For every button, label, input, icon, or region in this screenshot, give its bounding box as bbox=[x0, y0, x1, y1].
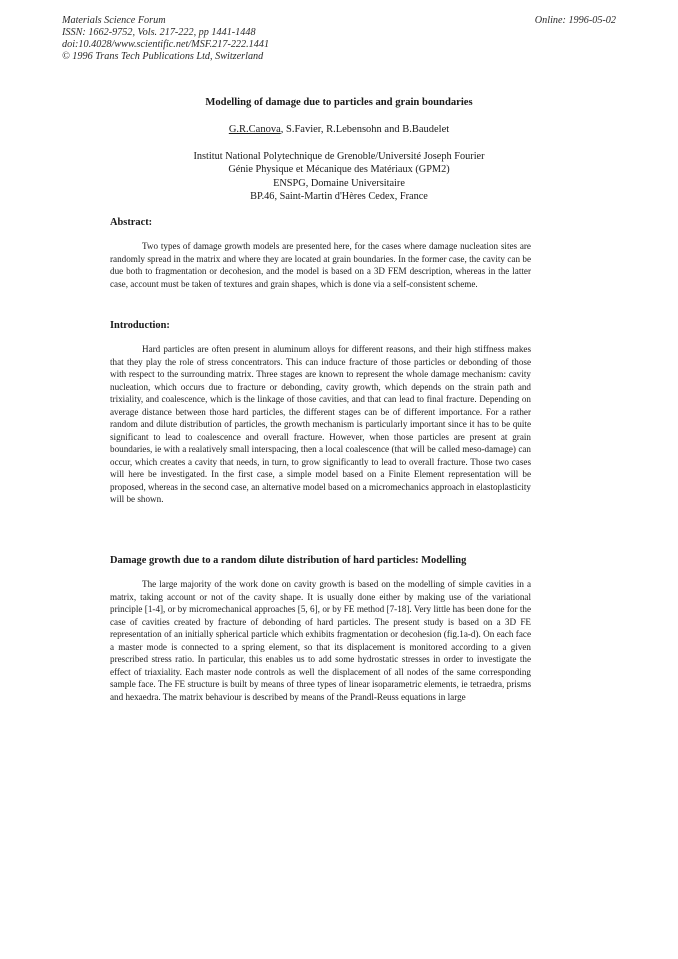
affiliation-line: ENSPG, Domaine Universitaire bbox=[273, 177, 405, 189]
issn-line: ISSN: 1662-9752, Vols. 217-222, pp 1441-1448 bbox=[62, 27, 256, 38]
affiliation-line: Institut National Polytechnique de Grenoble/Université Joseph Fourier bbox=[193, 151, 485, 162]
introduction-text: Hard particles are often present in aluminum alloys for different reasons, and their high stiffness makes that they play the role of stress concentrators. This can induce fracture of those particles or debonding of those with respect to the surrounding matrix. Three stages are known to represent the whole damage mechanism: cavity nucleation, which occurs due to fracture or debonding, cavity growth, which depends on the strain path and trixiality, and coalescence, which is the linkage of those cavities, and that can lead to final fracture. Depending on average distance between those hard particles, the different stages can be of different importance. For a rather random and dilute distribution of particles, the growth mechanism is particularly important since it has to be quite significant to lead to coalescence and overall fracture. However, when those particles are present at grain boundaries, ie with a realatively small interspacing, then a local coalescence (that will be called meso-damage) can occur, which creates a cavity that needs, in turn, to grow significantly to lead to overall fracture. Those two cases will here be investigated. In the first case, a simple model based on a Finite Element representation will be proposed, whereas in the second case, an alternative model based on a micromechanics approach in elastoplasticity will be shown. bbox=[110, 344, 531, 504]
abstract-text: Two types of damage growth models are presented here, for the cases where damage nucleation sites are randomly spread in the matrix and where they are located at grain boundaries. In the former case, the cavity can be due both to fragmentation or decohesion, and the model is based on a 3D FEM description, whereas in the latter case, account must be taken of textures and grain shapes, which is done via a self-consistent scheme. bbox=[110, 241, 531, 289]
abstract-heading: Abstract: bbox=[110, 217, 153, 228]
journal-header bbox=[62, 15, 392, 63]
affiliation-line: BP.46, Saint-Martin d'Hères Cedex, France bbox=[250, 190, 428, 202]
author-list bbox=[110, 124, 568, 135]
other-authors: , S.Favier, R.Lebensohn and B.Baudelet bbox=[280, 124, 450, 135]
first-author: G.R.Canova bbox=[228, 124, 281, 135]
affiliation bbox=[110, 150, 568, 203]
section-text: The large majority of the work done on cavity growth is based on the modelling of simple cavities in a matrix, taking account or not of the cavity shape. It is usually done either by making use of the variational principle [1-4], or by micromechanical approaches [5, 6], or by FE method [7-18]. Very little has been done for the case of cavities created by fracture of debonding of hard particles. The present study is based on a 3D FE representation of an initially spherical particle which exhibits fragmentation or decohesion (fig.1a-d). On each face a master mode is connected to a spring element, so that its displacement is monitored according to a given prescribed stress ratio. In particular, this enables us to add some hydrostatic stresses in order to investigate the effect of triaxiality. Each master node controls as well the displacement of all nodes of the same corresponding sample face. The FE structure is built by means of three types of linear isoparametric elements, ie tetraedra, prisms and hexaedra. The matrix behaviour is described by means of the Prandl-Reuss equations in large bbox=[110, 579, 531, 702]
paper-title: Modelling of damage due to particles and grain boundaries bbox=[205, 97, 473, 108]
online-date: Online: 1996-05-02 bbox=[534, 15, 616, 26]
section-heading: Damage growth due to a random dilute distribution of hard particles: Modelling bbox=[110, 555, 467, 566]
affiliation-line: Génie Physique et Mécanique des Matériaux (GPM2) bbox=[228, 164, 450, 176]
doi-line: doi:10.4028/www.scientific.net/MSF.217-222.1441 bbox=[62, 39, 270, 50]
copyright-line: © 1996 Trans Tech Publications Ltd, Switzerland bbox=[62, 51, 264, 62]
introduction-heading: Introduction: bbox=[110, 320, 170, 331]
journal-name: Materials Science Forum bbox=[62, 15, 166, 26]
